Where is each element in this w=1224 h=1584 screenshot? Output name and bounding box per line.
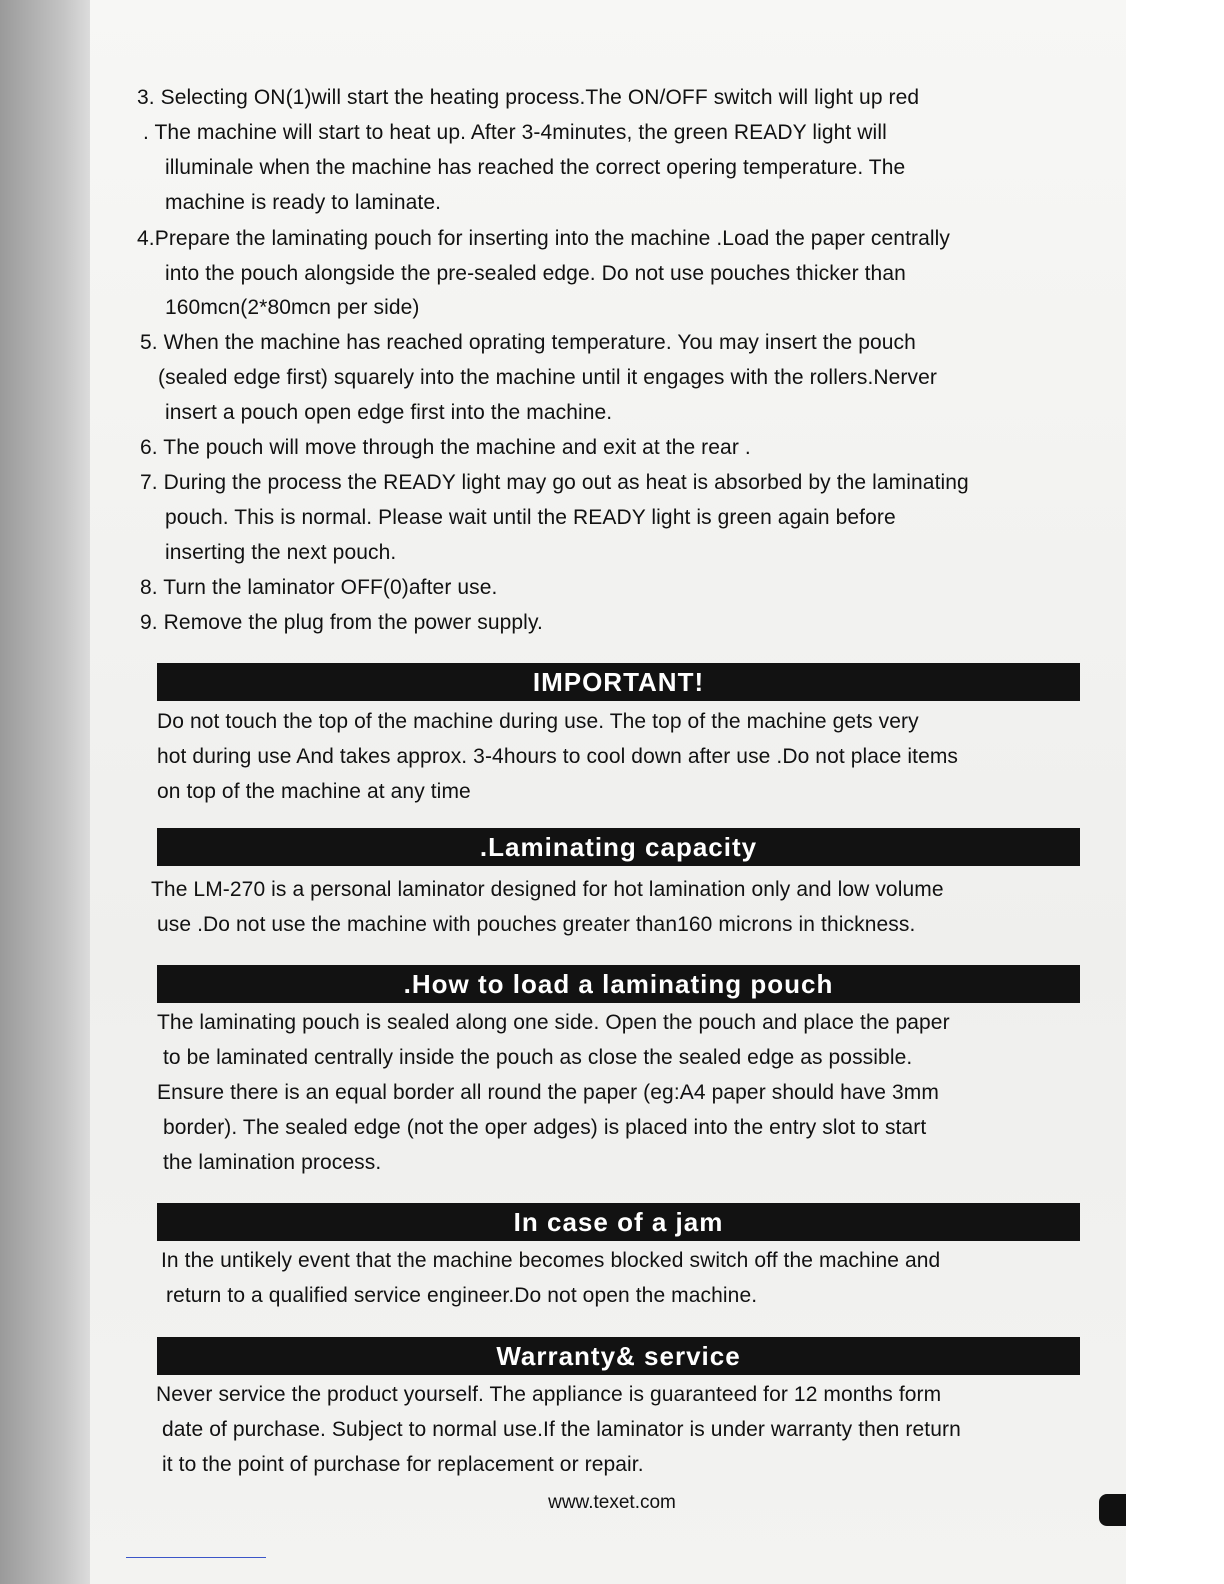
important-heading-bar [157, 663, 1080, 701]
warranty-heading: Warranty& service [496, 1341, 741, 1371]
warranty-line-2: date of purchase. Subject to normal use.If the laminator is under warranty then return [162, 1418, 961, 1441]
step-3-line-3: illuminale when the machine has reached the correct opering temperature. The [165, 156, 906, 179]
capacity-heading: .Laminating capacity [479, 832, 758, 862]
warranty-line-3: it to the point of purchase for replacement or repair. [162, 1453, 644, 1476]
jam-heading: In case of a jam [513, 1207, 724, 1237]
load-line-4: border). The sealed edge (not the oper adges) is placed into the entry slot to start [163, 1116, 927, 1139]
step-5-line-3: insert a pouch open edge first into the machine. [165, 401, 613, 424]
step-8: 8. Turn the laminator OFF(0)after use. [140, 576, 498, 599]
capacity-heading-bar [157, 828, 1080, 866]
important-line-2: hot during use And takes approx. 3-4hours to cool down after use .Do not place items [157, 745, 959, 768]
important-line-3: on top of the machine at any time [157, 780, 471, 803]
important-heading: IMPORTANT! [532, 667, 705, 697]
jam-line-1: In the untikely event that the machine becomes blocked switch off the machine and [161, 1249, 941, 1272]
capacity-line-2: use .Do not use the machine with pouches greater than160 microns in thickness. [157, 913, 916, 936]
warranty-heading-bar [157, 1337, 1080, 1375]
load-line-3: Ensure there is an equal border all round the paper (eg:A4 paper should have 3mm [157, 1081, 939, 1104]
load-line-1: The laminating pouch is sealed along one side. Open the pouch and place the paper [157, 1011, 950, 1034]
step-5-line-2: (sealed edge first) squarely into the machine until it engages with the rollers.Nerver [158, 366, 937, 389]
load-line-2: to be laminated centrally inside the pouch as close the sealed edge as possible. [163, 1046, 913, 1069]
step-6: 6. The pouch will move through the machine and exit at the rear . [140, 436, 751, 459]
page-tab-marker [1099, 1494, 1126, 1526]
left-page-gutter [0, 0, 90, 1584]
step-7-line-3: inserting the next pouch. [165, 541, 397, 564]
load-heading: .How to load a laminating pouch [403, 969, 834, 999]
footer-website: www.texet.com [548, 1492, 676, 1513]
step-5-line-1: 5. When the machine has reached oprating temperature. You may insert the pouch [140, 331, 916, 354]
step-3-line-2: . The machine will start to heat up. After 3-4minutes, the green READY light will [143, 121, 887, 144]
step-3-line-1: 3. Selecting ON(1)will start the heating process.The ON/OFF switch will light up red [137, 86, 920, 109]
jam-heading-bar [157, 1203, 1080, 1241]
step-7-line-1: 7. During the process the READY light may go out as heat is absorbed by the laminating [140, 471, 969, 494]
load-line-5: the lamination process. [163, 1151, 382, 1174]
bottom-underline [126, 1557, 266, 1558]
step-4-line-1: 4.Prepare the laminating pouch for inserting into the machine .Load the paper centrally [137, 227, 951, 250]
right-margin [1126, 0, 1224, 1584]
warranty-line-1: Never service the product yourself. The appliance is guaranteed for 12 months form [156, 1383, 942, 1406]
step-4-line-2: into the pouch alongside the pre-sealed edge. Do not use pouches thicker than [165, 262, 906, 285]
step-7-line-2: pouch. This is normal. Please wait until the READY light is green again before [165, 506, 896, 529]
jam-line-2: return to a qualified service engineer.Do not open the machine. [166, 1284, 758, 1307]
load-heading-bar [157, 965, 1080, 1003]
capacity-line-1: The LM-270 is a personal laminator designed for hot lamination only and low volume [151, 878, 944, 901]
step-4-line-3: 160mcn(2*80mcn per side) [165, 296, 420, 319]
step-3-line-4: machine is ready to laminate. [165, 191, 442, 214]
step-9: 9. Remove the plug from the power supply. [140, 611, 543, 634]
important-line-1: Do not touch the top of the machine during use. The top of the machine gets very [157, 710, 919, 733]
